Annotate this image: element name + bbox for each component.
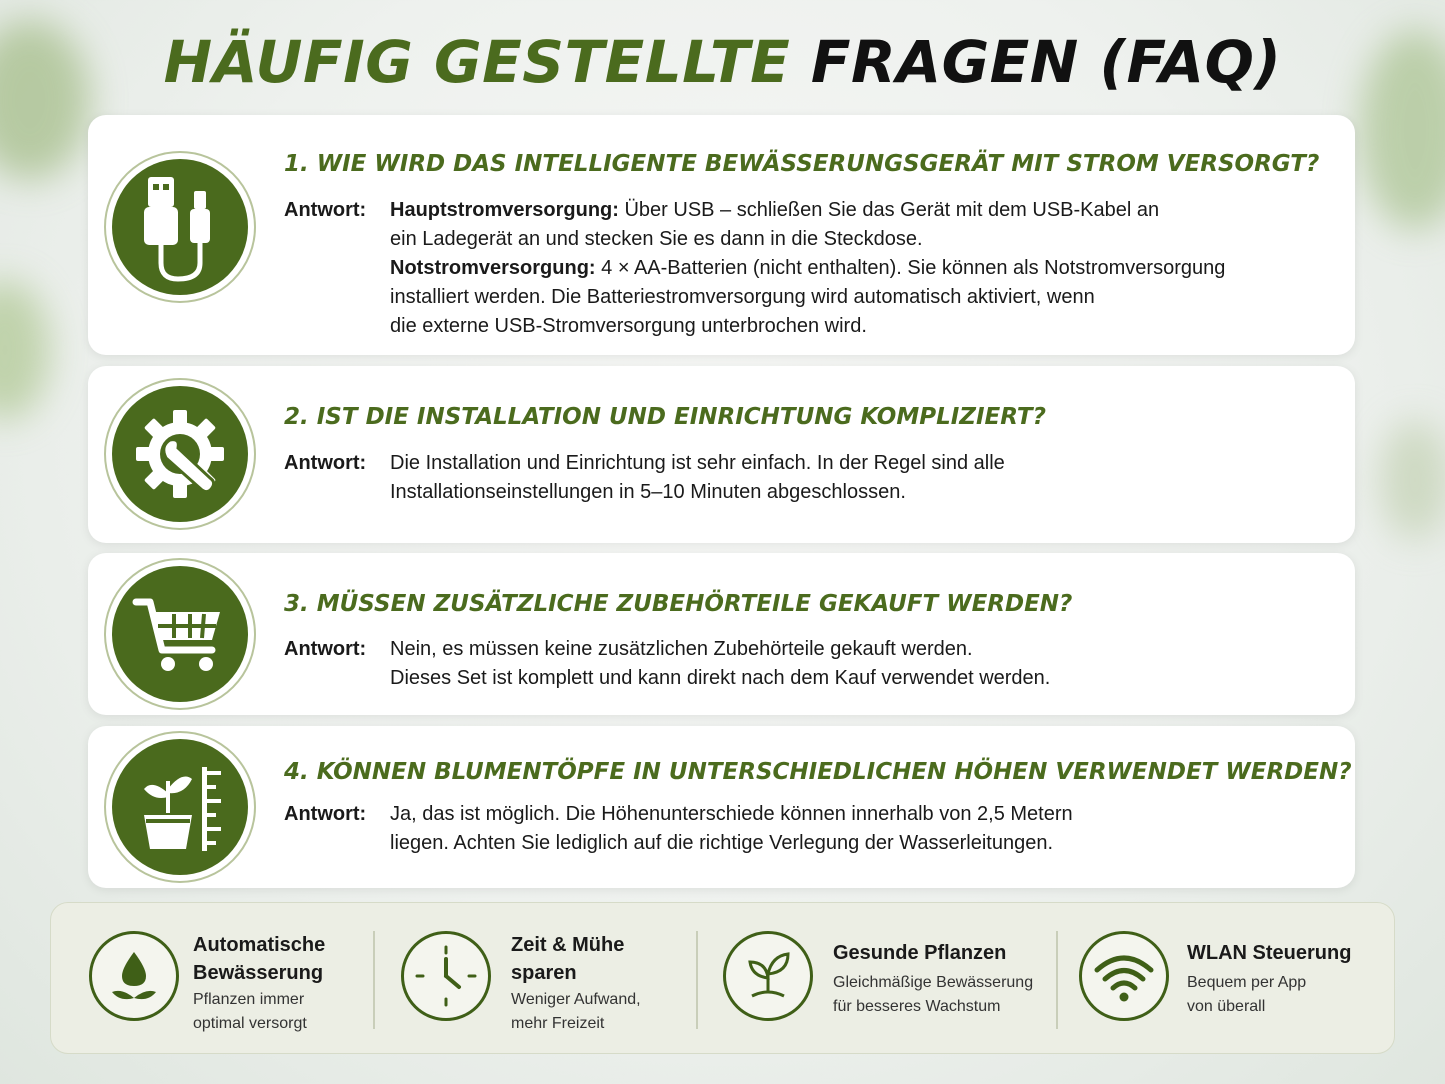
answer-line: Hauptstromversorgung: Über USB – schließen Sie das Gerät mit dem USB-Kabel an bbox=[390, 199, 1160, 221]
feature-title: Gesunde Pflanzen bbox=[833, 942, 1007, 964]
answer-label: Antwort: bbox=[284, 199, 367, 221]
feature-subtitle: Bequem per App von überall bbox=[1187, 974, 1307, 1015]
answer-label: Antwort: bbox=[284, 638, 367, 660]
faq-icon-frame bbox=[104, 731, 256, 883]
faq-question-1: 1. WIE WIRD DAS INTELLIGENTE BEWÄSSERUNGSGERÄT MIT STROM VERSORGT? bbox=[284, 151, 1320, 177]
faq-card-1 bbox=[88, 115, 1355, 355]
faq-answer-4 bbox=[390, 800, 1320, 858]
clock-icon bbox=[401, 931, 491, 1021]
answer-line: Ja, das ist möglich. Die Höhenunterschiede können innerhalb von 2,5 Metern bbox=[390, 803, 1073, 825]
feature-subtitle: Gleichmäßige Bewässerung für besseres Wachstum bbox=[833, 974, 1034, 1015]
background-leaf bbox=[0, 280, 50, 420]
feature-healthy-plants bbox=[723, 903, 1053, 1055]
water-drop-leaves-icon bbox=[89, 931, 179, 1021]
answer-line: Notstromversorgung: 4 × AA-Batterien (nicht enthalten). Sie können als Notstromversorgung bbox=[390, 257, 1226, 279]
answer-line: die externe USB-Stromversorgung unterbrochen wird. bbox=[390, 315, 867, 337]
answer-line: installiert werden. Die Batteriestromversorgung wird automatisch aktiviert, wenn bbox=[390, 286, 1095, 308]
feature-title: Zeit & Mühe sparen bbox=[511, 934, 625, 984]
answer-line: liegen. Achten Sie lediglich auf die richtige Verlegung der Wasserleitungen. bbox=[390, 832, 1054, 854]
feature-subtitle: Weniger Aufwand, mehr Freizeit bbox=[511, 991, 641, 1032]
title-part-1: HÄUFIG GESTELLTE bbox=[163, 28, 791, 96]
faq-answer-2 bbox=[390, 449, 1320, 507]
faq-card-2 bbox=[88, 366, 1355, 543]
features-bar bbox=[50, 902, 1395, 1054]
gear-wrench-icon bbox=[112, 386, 248, 522]
faq-icon-frame bbox=[104, 151, 256, 303]
plant-pot-ruler-icon bbox=[112, 739, 248, 875]
wifi-icon bbox=[1079, 931, 1169, 1021]
sprout-icon bbox=[723, 931, 813, 1021]
answer-line: Installationseinstellungen in 5–10 Minuten abgeschlossen. bbox=[390, 481, 906, 503]
feature-divider bbox=[1056, 931, 1058, 1029]
feature-wlan-control bbox=[1079, 903, 1379, 1055]
background-leaf bbox=[1380, 420, 1445, 540]
faq-question-2: 2. IST DIE INSTALLATION UND EINRICHTUNG KOMPLIZIERT? bbox=[284, 404, 1046, 430]
faq-icon-frame bbox=[104, 558, 256, 710]
answer-line: Dieses Set ist komplett und kann direkt nach dem Kauf verwendet werden. bbox=[390, 667, 1051, 689]
answer-line: Die Installation und Einrichtung ist sehr einfach. In der Regel sind alle bbox=[390, 452, 1005, 474]
feature-save-time bbox=[401, 903, 691, 1055]
shopping-cart-icon bbox=[112, 566, 248, 702]
feature-divider bbox=[373, 931, 375, 1029]
feature-automatic-watering bbox=[89, 903, 379, 1055]
answer-label: Antwort: bbox=[284, 452, 367, 474]
usb-cable-icon bbox=[112, 159, 248, 295]
feature-divider bbox=[696, 931, 698, 1029]
answer-label: Antwort: bbox=[284, 803, 367, 825]
faq-card-4 bbox=[88, 726, 1355, 888]
faq-card-3 bbox=[88, 553, 1355, 715]
faq-answer-3 bbox=[390, 635, 1320, 693]
faq-icon-frame bbox=[104, 378, 256, 530]
feature-subtitle: Pflanzen immer optimal versorgt bbox=[193, 991, 307, 1032]
feature-title: WLAN Steuerung bbox=[1187, 942, 1352, 964]
page-title bbox=[0, 28, 1445, 96]
faq-question-4: 4. KÖNNEN BLUMENTÖPFE IN UNTERSCHIEDLICHEN HÖHEN VERWENDET WERDEN? bbox=[284, 759, 1352, 785]
faq-answer-1 bbox=[390, 196, 1320, 341]
answer-line: ein Ladegerät an und stecken Sie es dann in die Steckdose. bbox=[390, 228, 923, 250]
title-part-2: FRAGEN (FAQ) bbox=[810, 28, 1282, 96]
answer-line: Nein, es müssen keine zusätzlichen Zubehörteile gekauft werden. bbox=[390, 638, 973, 660]
feature-title: Automatische Bewässerung bbox=[193, 934, 326, 984]
faq-question-3: 3. MÜSSEN ZUSÄTZLICHE ZUBEHÖRTEILE GEKAUFT WERDEN? bbox=[284, 591, 1073, 617]
